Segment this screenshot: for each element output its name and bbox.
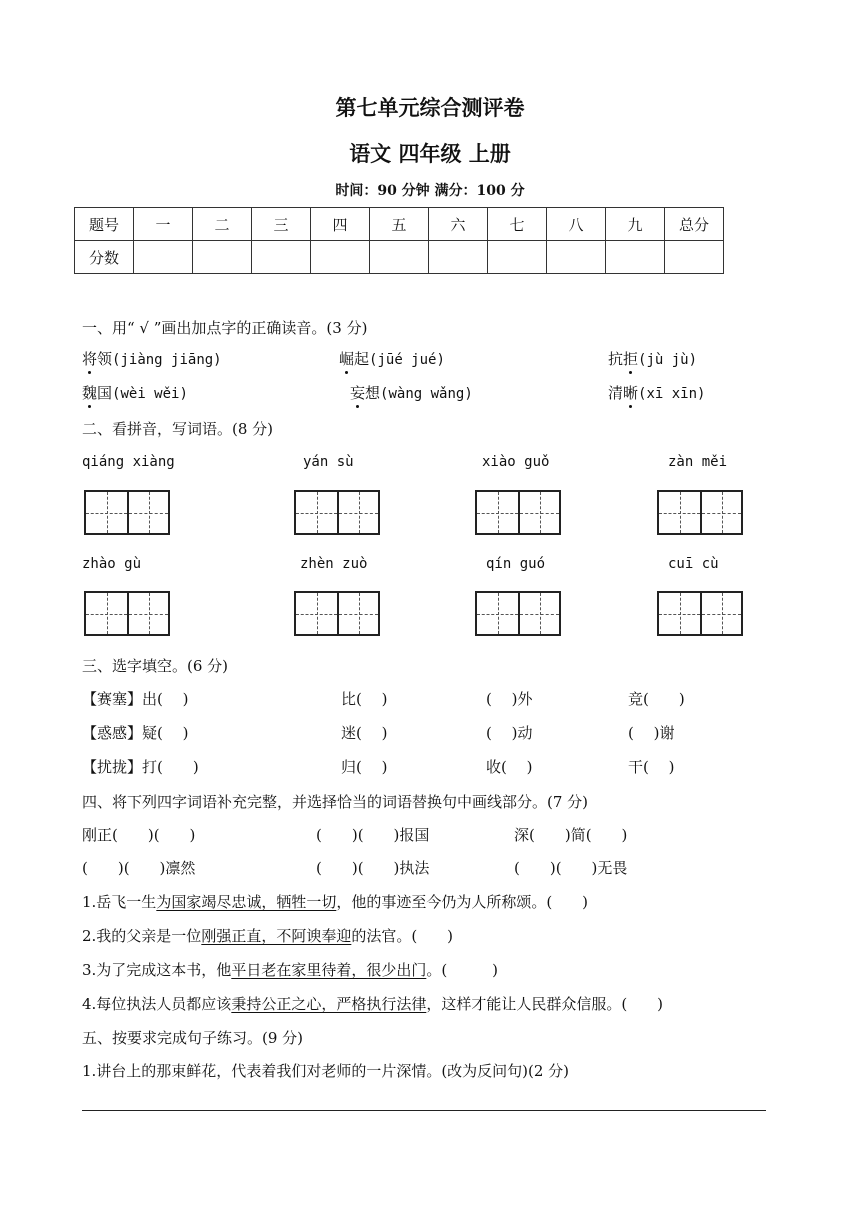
exam-subtitle: 语文 四年级 上册 [349,141,511,166]
score-input-cell[interactable] [193,241,252,274]
underlined-phrase: 刚强正直，不阿谀奉迎 [201,927,352,945]
underlined-phrase: 为国家竭尽忠诚，牺牲一切 [156,893,337,911]
q4-sentence[interactable] [82,993,663,1014]
q1-item[interactable] [82,382,188,403]
q1-pinyin-options: (jù jù) [638,352,698,368]
q3-blank[interactable]: 竞( ) [628,690,685,708]
score-cell: 一 [134,208,193,241]
q3-blank[interactable]: ( )外 [486,690,533,708]
q1-item-text: 想 [365,384,381,402]
score-table [74,207,724,274]
sentence-text: ，他的事迹至今仍为人所称颂。( ) [336,893,589,911]
score-input-cell[interactable] [429,241,488,274]
writing-grid[interactable] [475,490,561,535]
q3-blank[interactable]: 【扰拢】打( ) [82,758,199,776]
grid-cell[interactable] [127,593,168,634]
score-input-cell[interactable] [134,241,193,274]
grid-cell[interactable] [518,492,559,533]
q1-pinyin-options: (wàng wǎng) [380,386,473,402]
q4-heading: 四、将下列四字词语补充完整，并选择恰当的词语替换句中画线部分。(7 分) [82,793,589,811]
grid-cell[interactable] [659,593,700,634]
q2-heading: 二、看拼音，写词语。(8 分) [82,420,274,438]
q3-blank[interactable]: ( )谢 [628,724,675,742]
underlined-phrase: 平日老在家里待着，很少出门 [231,961,427,979]
q4-fill-blank[interactable]: ( )( )执法 [316,859,430,877]
writing-grid[interactable] [657,490,743,535]
score-cell: 六 [429,208,488,241]
q1-item-text: 起 [354,350,370,368]
q1-heading: 一、用“ √ ”画出加点字的正确读音。(3 分) [82,319,368,337]
writing-grid[interactable] [657,591,743,636]
grid-cell[interactable] [86,593,127,634]
score-table-score-row [75,241,724,274]
sentence-text: 的法官。( ) [351,927,454,945]
exam-title: 第七单元综合测评卷 [335,95,525,120]
q5-item: 1.讲台上的那束鲜花，代表着我们对老师的一片深情。(改为反问句)(2 分) [82,1062,570,1080]
q3-blank[interactable]: 【赛塞】出( ) [82,690,189,708]
q2-pinyin: xiào guǒ [482,454,550,470]
grid-cell[interactable] [337,492,378,533]
q2-pinyin: zhào gù [82,556,142,572]
q1-item[interactable] [608,348,697,369]
q3-blank[interactable]: 干( ) [628,758,675,776]
score-input-cell[interactable] [311,241,370,274]
dotted-char: 将 [82,350,98,368]
q4-fill-blank[interactable]: ( )( )报国 [316,826,430,844]
q1-item[interactable] [339,348,445,369]
grid-cell[interactable] [337,593,378,634]
q1-item-text: 领 [97,350,113,368]
q3-blank[interactable]: 比( ) [341,690,388,708]
q1-item-text: 国 [97,384,113,402]
q1-item[interactable] [350,382,473,403]
q3-blank[interactable]: 迷( ) [341,724,388,742]
score-cell: 八 [547,208,606,241]
writing-grid[interactable] [84,490,170,535]
score-row-label: 分数 [75,241,134,274]
grid-cell[interactable] [296,593,337,634]
q5-heading: 五、按要求完成句子练习。(9 分) [82,1029,304,1047]
score-input-cell[interactable] [252,241,311,274]
score-table-header-row [75,208,724,241]
q4-fill-blank[interactable]: 深( )简( ) [514,826,628,844]
q4-sentence[interactable] [82,959,498,980]
underlined-phrase: 秉持公正之心，严格执行法律 [231,995,427,1013]
writing-grid[interactable] [475,591,561,636]
time-info: 时间：90 分钟 满分：100 分 [335,183,525,199]
q4-sentence[interactable] [82,925,453,946]
dotted-char: 妄 [350,384,366,402]
q3-blank[interactable]: ( )动 [486,724,533,742]
dotted-char: 崛 [339,350,355,368]
q3-blank[interactable]: 【惑感】疑( ) [82,724,189,742]
score-cell: 三 [252,208,311,241]
q1-item-text: 抗 [608,350,624,368]
score-cell: 五 [370,208,429,241]
score-cell: 二 [193,208,252,241]
q1-item[interactable] [608,382,705,403]
writing-grid[interactable] [84,591,170,636]
sentence-text: 4.每位执法人员都应该 [82,995,232,1013]
grid-cell[interactable] [659,492,700,533]
score-input-cell[interactable] [547,241,606,274]
q1-pinyin-options: (jiàng jiāng) [112,352,222,368]
grid-cell[interactable] [127,492,168,533]
answer-line[interactable] [82,1110,766,1111]
grid-cell[interactable] [700,492,741,533]
q2-pinyin: zhèn zuò [300,556,368,572]
q4-fill-blank[interactable]: 刚正( )( ) [82,826,196,844]
q1-pinyin-options: (xī xīn) [638,386,706,402]
score-input-cell[interactable] [606,241,665,274]
sentence-text: 1.岳飞一生 [82,893,157,911]
q4-sentence[interactable] [82,891,588,912]
q4-fill-blank[interactable]: ( )( )凛然 [82,859,196,877]
q4-fill-blank[interactable]: ( )( )无畏 [514,859,628,877]
q1-pinyin-options: (jūé jué) [369,352,445,368]
q2-pinyin: cuī cù [668,556,719,572]
q2-pinyin: zàn měi [668,454,728,470]
sentence-text: 2.我的父亲是一位 [82,927,202,945]
sentence-text: 3.为了完成这本书，他 [82,961,232,979]
q1-item-text: 清 [608,384,624,402]
q1-pinyin-options: (wèi wěi) [112,386,188,402]
dotted-char: 拒 [623,350,639,368]
dotted-char: 晰 [623,384,639,402]
q1-item[interactable] [82,348,222,369]
grid-cell[interactable] [296,492,337,533]
score-input-cell[interactable] [665,241,724,274]
score-cell: 九 [606,208,665,241]
grid-cell[interactable] [477,593,518,634]
grid-cell[interactable] [477,492,518,533]
dotted-char: 魏 [82,384,98,402]
score-cell: 题号 [75,208,134,241]
q3-blank[interactable]: 收( ) [486,758,533,776]
sentence-text: 。( ) [426,961,499,979]
grid-cell[interactable] [518,593,559,634]
q3-blank[interactable]: 归( ) [341,758,388,776]
q3-heading: 三、选字填空。(6 分) [82,657,229,675]
q2-pinyin: qiáng xiàng [82,454,175,470]
q2-pinyin: qín guó [486,556,546,572]
score-cell: 总分 [665,208,724,241]
q2-pinyin: yán sù [303,454,354,470]
writing-grid[interactable] [294,591,380,636]
score-input-cell[interactable] [488,241,547,274]
sentence-text: ，这样才能让人民群众信服。( ) [426,995,664,1013]
grid-cell[interactable] [86,492,127,533]
score-cell: 四 [311,208,370,241]
score-input-cell[interactable] [370,241,429,274]
writing-grid[interactable] [294,490,380,535]
score-cell: 七 [488,208,547,241]
grid-cell[interactable] [700,593,741,634]
